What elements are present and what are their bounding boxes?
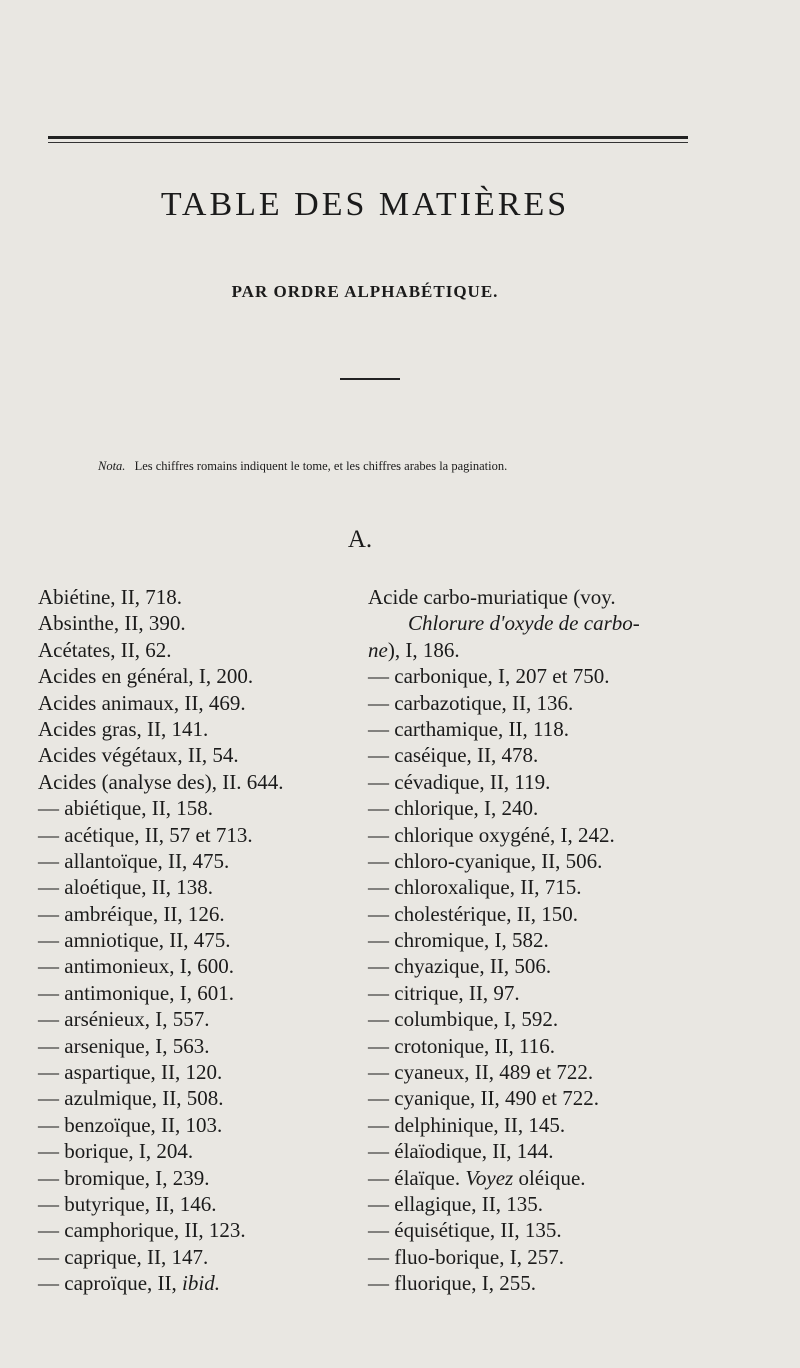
italic-reference: Chlorure d'oxyde de carbo- <box>408 611 640 636</box>
index-entry: — carbazotique, II, 136. <box>368 690 574 715</box>
index-entry: — borique, I, 204. <box>38 1139 194 1164</box>
index-entry-continuation <box>368 610 768 636</box>
index-entry: — chlorique, I, 240. <box>368 796 539 821</box>
reference-page: ), I, 186. <box>387 637 460 662</box>
index-entry: — camphorique, II, 123. <box>38 1218 246 1243</box>
header-rule-thick <box>48 136 688 139</box>
voyez-italic: Voyez <box>465 1165 514 1190</box>
index-entry: Acides gras, II, 141. <box>38 716 209 741</box>
index-entry <box>38 1270 358 1296</box>
header-rule-thin <box>48 142 688 143</box>
index-entry: — delphinique, II, 145. <box>368 1112 566 1137</box>
index-entry: Absinthe, II, 390. <box>38 611 186 636</box>
index-entry: — chromique, I, 582. <box>368 928 549 953</box>
index-entry-text: — caproïque, II, <box>38 1271 177 1296</box>
index-entry: — cyaneux, II, 489 et 722. <box>368 1060 594 1085</box>
divider-rule <box>340 378 400 380</box>
index-entry: — fluo-borique, I, 257. <box>368 1244 564 1269</box>
italic-reference-end: ne <box>368 637 388 662</box>
index-entry: — caséique, II, 478. <box>368 743 539 768</box>
index-entry: Acétates, II, 62. <box>38 637 172 662</box>
index-entry: — cyanique, II, 490 et 722. <box>368 1086 599 1111</box>
index-entry: Acides en général, I, 200. <box>38 664 254 689</box>
index-entry-continuation <box>368 637 768 663</box>
index-entry: — chloro-cyanique, II, 506. <box>368 848 603 873</box>
index-entry: — aloétique, II, 138. <box>38 875 213 900</box>
index-entry: — antimonique, I, 601. <box>38 980 234 1005</box>
index-entry: — fluorique, I, 255. <box>368 1271 536 1296</box>
index-entry: — citrique, II, 97. <box>368 980 520 1005</box>
index-entry: — acétique, II, 57 et 713. <box>38 822 253 847</box>
index-entry: — chlorique oxygéné, I, 242. <box>368 822 615 847</box>
index-entry: — aspartique, II, 120. <box>38 1060 223 1085</box>
index-entry: — arsenique, I, 563. <box>38 1033 210 1058</box>
index-entry: — carthamique, II, 118. <box>368 716 569 741</box>
index-entry: — équisétique, II, 135. <box>368 1218 562 1243</box>
index-entry: — élaïodique, II, 144. <box>368 1139 554 1164</box>
index-entry: Acides végétaux, II, 54. <box>38 743 239 768</box>
index-entry: — cévadique, II, 119. <box>368 769 551 794</box>
index-entry: — chyazique, II, 506. <box>368 954 552 979</box>
index-entry: — cholestérique, II, 150. <box>368 901 578 926</box>
index-entry: — ambréique, II, 126. <box>38 901 225 926</box>
index-entry: — bromique, I, 239. <box>38 1165 210 1190</box>
section-letter: A. <box>347 526 373 553</box>
index-entry: Acides animaux, II, 469. <box>38 690 246 715</box>
nota-label: Nota. <box>98 459 126 473</box>
index-entry: Acide carbo-muriatique (voy. <box>368 585 616 609</box>
right-column <box>368 584 768 1297</box>
index-entry: — allantoïque, II, 475. <box>38 848 230 873</box>
index-entry: — abiétique, II, 158. <box>38 796 213 821</box>
nota-text: Les chiffres romains indiquent le tome, et les chiffres arabes la pagination. <box>134 459 508 473</box>
index-entry: Abiétine, II, 718. <box>38 585 183 609</box>
index-entry: — columbique, I, 592. <box>368 1007 559 1032</box>
index-entry-text: — élaïque. <box>368 1165 461 1190</box>
index-entry: Acides (analyse des), II. 644. <box>38 769 284 794</box>
index-entry <box>368 1165 768 1191</box>
index-entry: — ellagique, II, 135. <box>368 1191 543 1216</box>
index-entry: — arsénieux, I, 557. <box>38 1007 210 1032</box>
index-entry: — carbonique, I, 207 et 750. <box>368 664 610 689</box>
index-entry: — caprique, II, 147. <box>38 1244 209 1269</box>
see-reference: oléique. <box>513 1165 586 1190</box>
page-subtitle: PAR ORDRE ALPHABÉTIQUE. <box>231 282 499 301</box>
index-entry: — chloroxalique, II, 715. <box>368 875 582 900</box>
page-title: TABLE DES MATIÈRES <box>160 186 570 223</box>
index-entry: — azulmique, II, 508. <box>38 1086 224 1111</box>
ibid-italic: ibid. <box>182 1271 220 1296</box>
left-column <box>38 584 358 1297</box>
index-entry: — butyrique, II, 146. <box>38 1191 217 1216</box>
index-entry: — benzoïque, II, 103. <box>38 1112 223 1137</box>
index-entry: — crotonique, II, 116. <box>368 1033 556 1058</box>
index-entry: — amniotique, II, 475. <box>38 928 231 953</box>
nota-line <box>98 459 718 474</box>
index-entry: — antimonieux, I, 600. <box>38 954 234 979</box>
